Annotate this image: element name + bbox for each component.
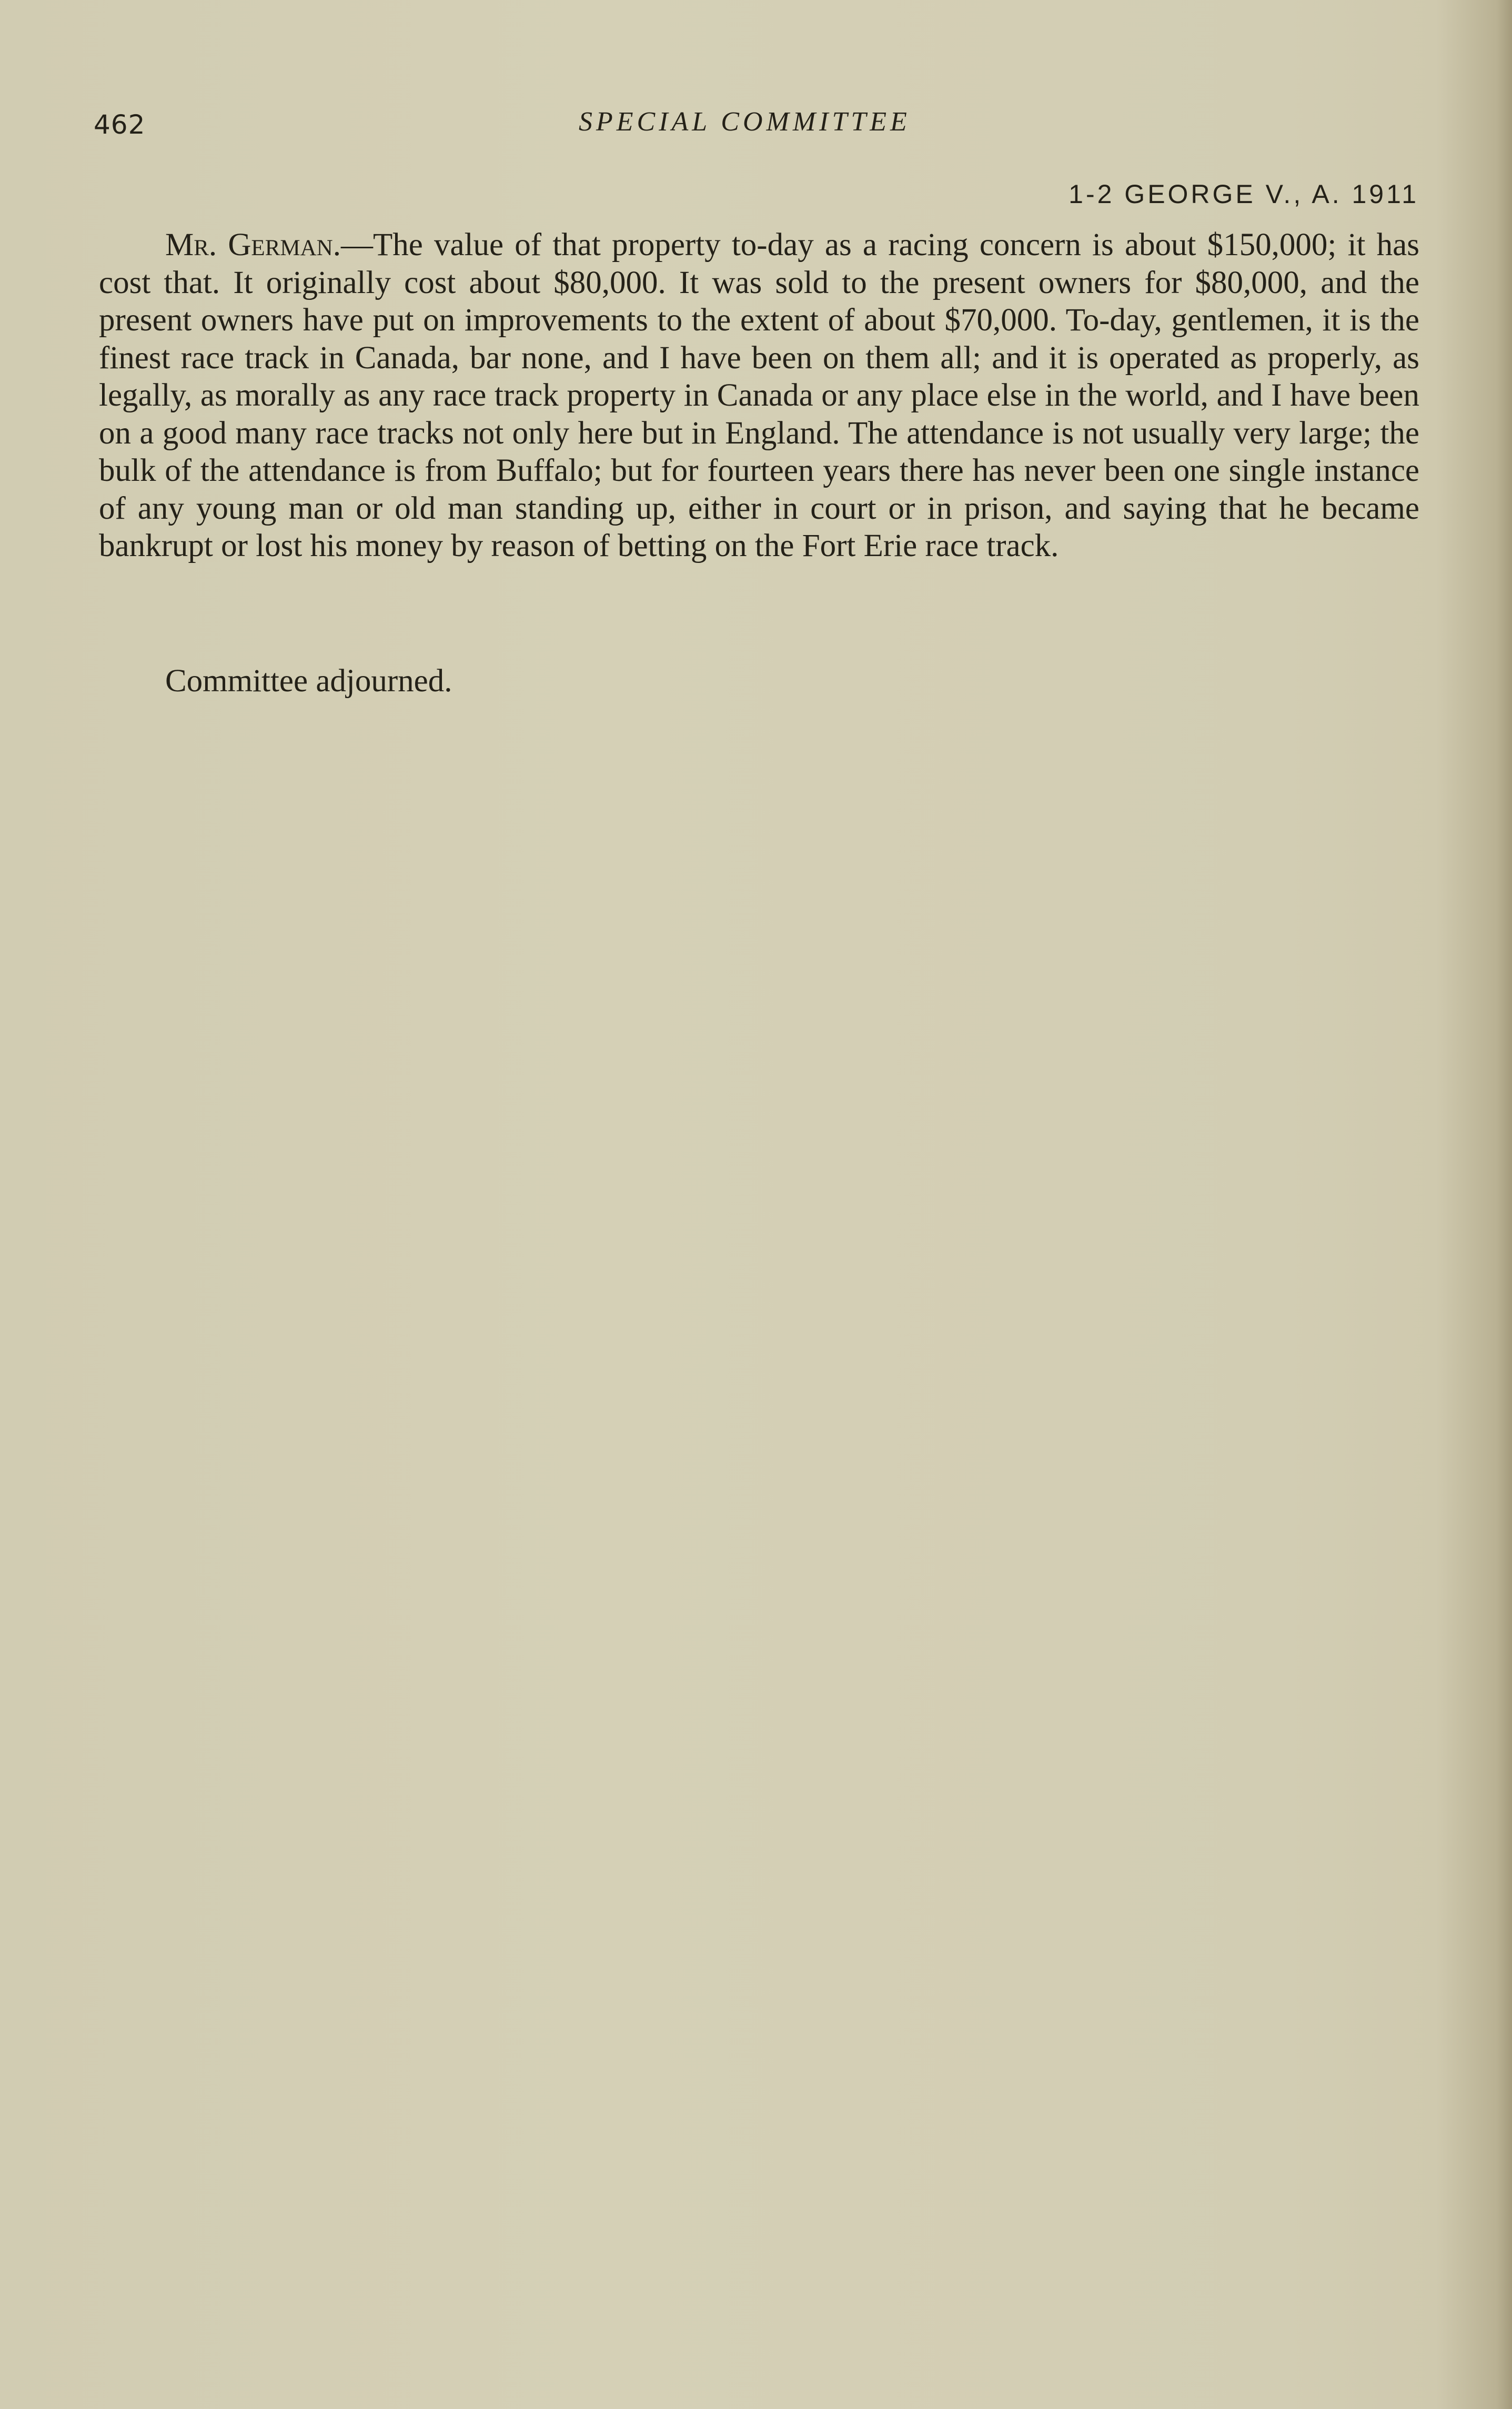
closing-note: Committee adjourned.	[165, 663, 452, 699]
speaker-name: Mr. German.	[165, 227, 341, 263]
session-label: 1-2 GEORGE V., A. 1911	[1069, 179, 1419, 209]
running-head: SPECIAL COMMITTEE	[579, 107, 911, 137]
page-number: 462	[94, 109, 146, 140]
testimony-paragraph	[99, 226, 1419, 565]
testimony-text: —The value of that property to-day as a racing concern is about $150,000; it has cost that. It originally cost about $80,000. It was sold to the present owners for $80,000, and the present owners have put on improvements to the extent of about $70,000. To-day, gentlemen, it is the finest race track in Canada, bar none, and I have been on them all; and it is operated as properly, as legally, as morally as any race track property in Canada or any place else in the world, and I have been on a good many race tracks not only here but in England. The attendance is not usually very large; the bulk of the attendance is from Buffalo; but for fourteen years there has never been one single instance of any young man or old man standing up, either in court or in prison, and saying that he became bankrupt or lost his money by reason of betting on the Fort Erie race track.	[99, 227, 1419, 563]
